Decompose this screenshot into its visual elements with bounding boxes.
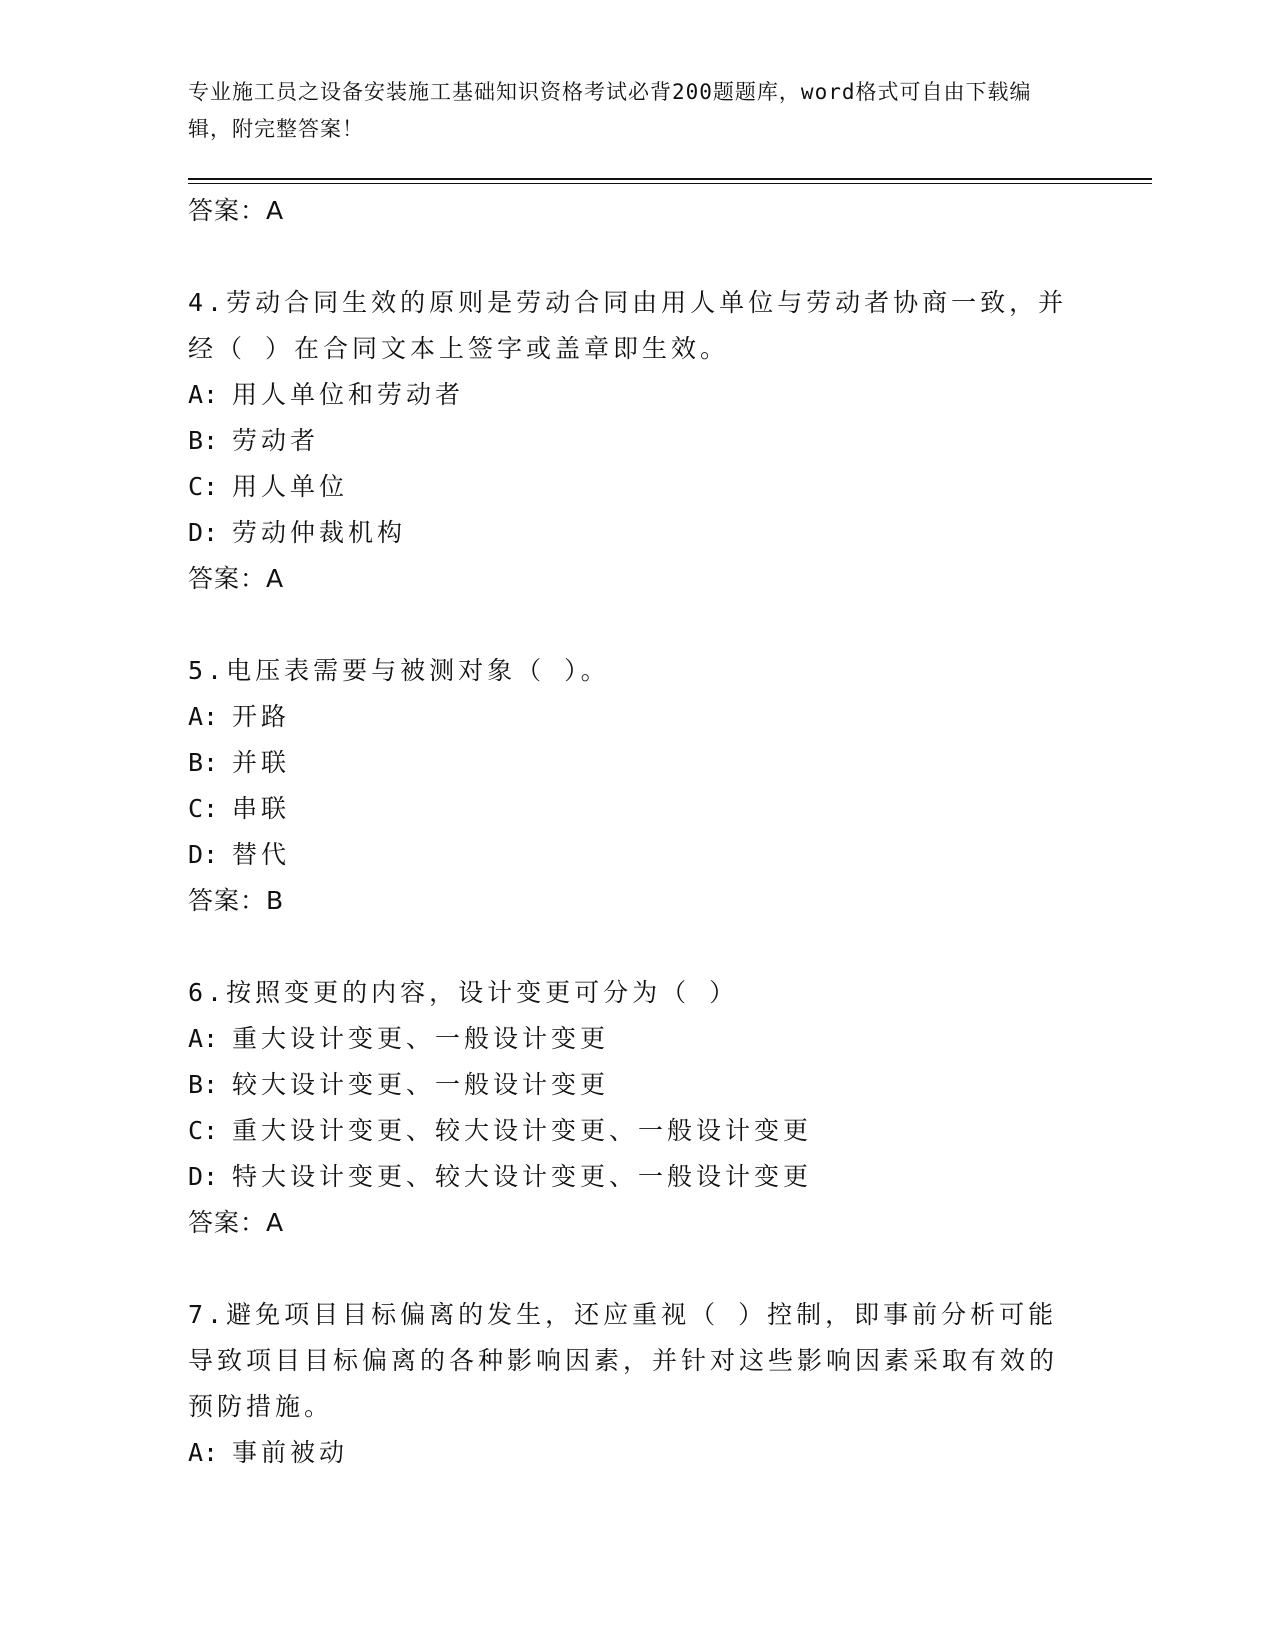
option-letter: B: xyxy=(188,426,219,455)
option-letter: C: xyxy=(188,1116,219,1145)
option-d xyxy=(188,1154,1068,1200)
option-b xyxy=(188,418,1068,464)
answer-line: 答案：B xyxy=(188,886,285,915)
question-stem: 5.电压表需要与被测对象（ ）。 xyxy=(188,656,610,685)
question-list xyxy=(188,188,1068,1476)
option-d xyxy=(188,510,1068,556)
option-text: 劳动者 xyxy=(232,426,320,455)
option-letter: A: xyxy=(188,1024,219,1053)
question-stem: 6.按照变更的内容，设计变更可分为（ ） xyxy=(188,978,739,1007)
option-text: 替代 xyxy=(232,840,291,869)
option-text: 特大设计变更、较大设计变更、一般设计变更 xyxy=(232,1162,813,1191)
option-b xyxy=(188,740,1068,786)
option-text: 重大设计变更、较大设计变更、一般设计变更 xyxy=(232,1116,813,1145)
option-c xyxy=(188,464,1068,510)
option-text: 劳动仲裁机构 xyxy=(232,518,407,547)
question-stem: 7.避免项目目标偏离的发生，还应重视（ ）控制，即事前分析可能导致项目目标偏离的各种影响因素，并针对这些影响因素采取有效的预防措施。 xyxy=(188,1300,1059,1421)
option-letter: A: xyxy=(188,702,219,731)
header-rule-thick xyxy=(188,178,1152,180)
option-a xyxy=(188,1430,1068,1476)
option-text: 用人单位 xyxy=(232,472,349,501)
option-a xyxy=(188,694,1068,740)
option-letter: B: xyxy=(188,1070,219,1099)
option-text: 用人单位和劳动者 xyxy=(232,380,465,409)
option-text: 事前被动 xyxy=(232,1438,349,1467)
answer-line: 答案：A xyxy=(188,196,285,225)
option-b xyxy=(188,1062,1068,1108)
option-c xyxy=(188,786,1068,832)
option-letter: C: xyxy=(188,794,219,823)
option-letter: D: xyxy=(188,518,219,547)
header-rule-thin xyxy=(188,183,1152,184)
option-letter: D: xyxy=(188,840,219,869)
option-text: 较大设计变更、一般设计变更 xyxy=(232,1070,610,1099)
answer-line: 答案：A xyxy=(188,1208,285,1237)
option-text: 开路 xyxy=(232,702,291,731)
question-stem: 4.劳动合同生效的原则是劳动合同由用人单位与劳动者协商一致，并经（ ）在合同文本上签字或盖章即生效。 xyxy=(188,288,1068,363)
option-a xyxy=(188,1016,1068,1062)
option-letter: C: xyxy=(188,472,219,501)
page-header: 专业施工员之设备安装施工基础知识资格考试必背200题题库，word格式可自由下载编辑，附完整答案！ xyxy=(188,80,1032,141)
option-text: 串联 xyxy=(232,794,291,823)
option-text: 重大设计变更、一般设计变更 xyxy=(232,1024,610,1053)
option-letter: A: xyxy=(188,1438,219,1467)
option-letter: D: xyxy=(188,1162,219,1191)
option-letter: A: xyxy=(188,380,219,409)
option-letter: B: xyxy=(188,748,219,777)
spacer xyxy=(188,234,1068,280)
option-a xyxy=(188,372,1068,418)
option-d xyxy=(188,832,1068,878)
spacer xyxy=(188,602,1068,648)
spacer xyxy=(188,924,1068,970)
option-text: 并联 xyxy=(232,748,291,777)
option-c xyxy=(188,1108,1068,1154)
spacer xyxy=(188,1246,1068,1292)
answer-line: 答案：A xyxy=(188,564,285,593)
